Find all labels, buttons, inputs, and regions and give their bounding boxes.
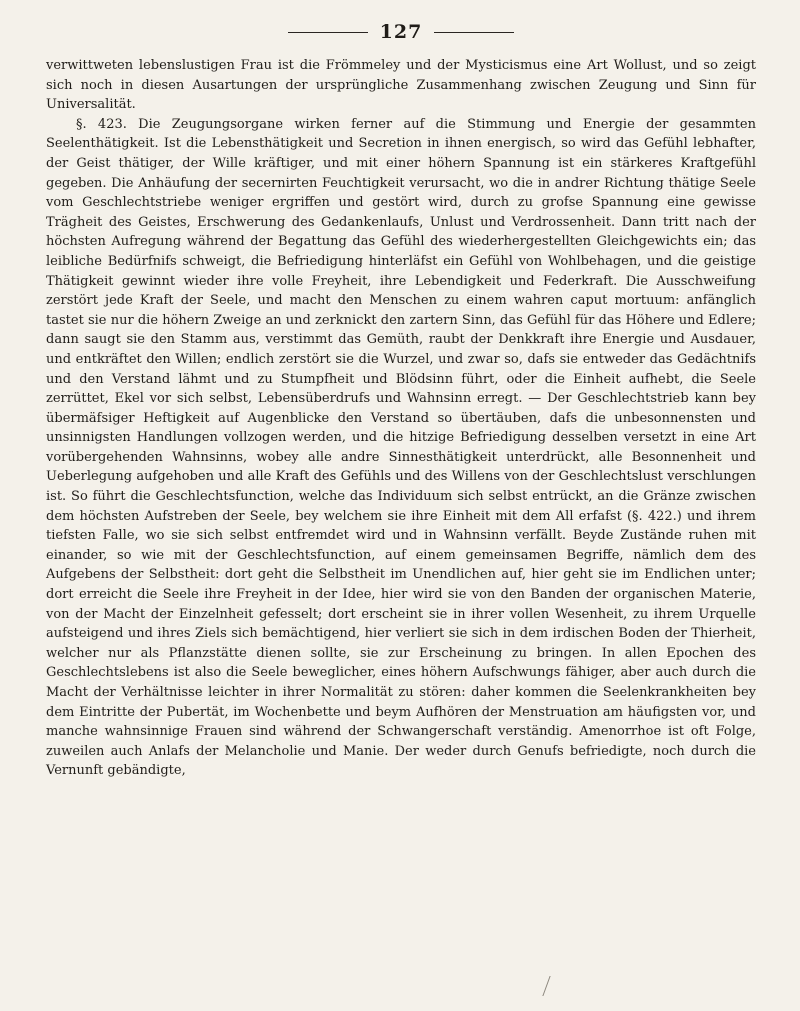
ink-mark (542, 976, 560, 996)
paragraph-section-423: §. 423. Die Zeugungsorgane wirken ferner auf die Stimmung und Energie der gesammten Seelenthätigkeit. Ist die Lebensthätigkeit und Secretion in ihnen energisch, so wird das Gefühl lebhafter, der Geist thätiger, der Wille kräftiger, und mit einer höhern Spannung ist ein stärkeres Kraftgefühl gegeben. Die Anhäufung der secernirten Feuchtigkeit verursacht, wo die in andrer Richtung thätige Seele vom Geschlechtstriebe weniger ergriffen und gestört wird, durch zu grofse Spannung eine gewisse Trägheit des Geistes, Erschwerung des Gedankenlaufs, Unlust und Verdrossenheit. Dann tritt nach der höchsten Aufregung während der Begattung das Gefühl des wiederhergestellten Gleichgewichts ein; das leibliche Bedürfnifs schweigt, die Befriedigung hinterläfst ein Gefühl von Wohlbehagen, und die geistige Thätigkeit gewinnt wieder ihre volle Freyheit, ihre Lebendigkeit und Federkraft. Die Ausschweifung zerstört jede Kraft der Seele, und macht den Menschen zu einem wahren caput mortuum: anfänglich tastet sie nur die höhern Zweige an und zerknickt den zartern Sinn, das Gefühl für das Höhere und Edlere; dann saugt sie den Stamm aus, verstimmt das Gemüth, raubt der Denkkraft ihre Energie und Ausdauer, und entkräftet den Willen; endlich zerstört sie die Wurzel, und zwar so, dafs sie entweder das Gedächtnifs und den Verstand lähmt und zu Stumpfheit und Blödsinn führt, oder die Einheit aufhebt, die Seele zerrüttet, Ekel vor sich selbst, Lebensüberdrufs und Wahnsinn erregt. — Der Geschlechtstrieb kann bey übermäfsiger Heftigkeit auf Augenblicke den Verstand so übertäuben, dafs die unbesonnensten und unsinnigsten Handlungen vollzogen werden, und die hitzige Befriedigung desselben versetzt in eine Art vorübergehenden Wahnsinns, wobey alle andre Sinnesthätigkeit unterdrückt, alle Besonnenheit und Ueberlegung aufgehoben und alle Kraft des Gefühls und des Willens von der Geschlechtslust verschlungen ist. So führt die Geschlechtsfunction, welche das Individuum sich selbst entrückt, an die Gränze zwischen dem höchsten Aufstreben der Seele, bey welchem sie ihre Einheit mit dem All erfafst (§. 422.) und ihrem tiefsten Falle, wo sie sich selbst entfremdet wird und in Wahnsinn verfällt. Beyde Zustände ruhen mit einander, so wie mit der Geschlechtsfunction, auf einem gemeinsamen Begriffe, nämlich dem des Aufgebens der Selbstheit: dort geht die Selbstheit im Unendlichen auf, hier geht sie im Endlichen unter; dort erreicht die Seele ihre Freyheit in der Idee, hier wird sie von den Banden der organischen Materie, von der Macht der Einzelnheit gefesselt; dort erscheint sie in ihrer vollen Wesenheit, zu ihrem Urquelle aufsteigend und ihres Ziels sich bemächtigend, hier verliert sie sich in dem irdischen Boden der Thierheit, welcher nur als Pflanzstätte dienen sollte, sie zur Erscheinung zu bringen. In allen Epochen des Geschlechtslebens ist also die Seele beweglicher, eines höhern Aufschwungs fähiger, aber auch durch die Macht der Verhältnisse leichter in ihrer Normalität zu stören: daher kommen die Seelenkrankheiten bey dem Eintritte der Pubertät, im Wochenbette und beym Aufhören der Menstruation am häufigsten vor, und manche wahnsinnige Frauen sind während der Schwangerschaft verständig. Amenorrhoe ist oft Folge, zuweilen auch Anlafs der Melancholie und Manie. Der weder durch Genufs befriedigte, noch durch die Vernunft gebändigte, (46, 116, 756, 779)
header-rule-left (288, 32, 368, 33)
page-number: 127 (379, 21, 423, 43)
page-header (46, 18, 756, 46)
body-text (46, 56, 756, 781)
header-rule-right (434, 32, 514, 33)
paragraph-continuation: verwittweten lebenslustigen Frau ist die Frömmeley und der Mysticismus eine Art Wollust, und so zeigt sich noch in diesen Ausartungen der ursprüngliche Zusammenhang zwischen Zeugung und Sinn für Universalität. (46, 58, 756, 113)
